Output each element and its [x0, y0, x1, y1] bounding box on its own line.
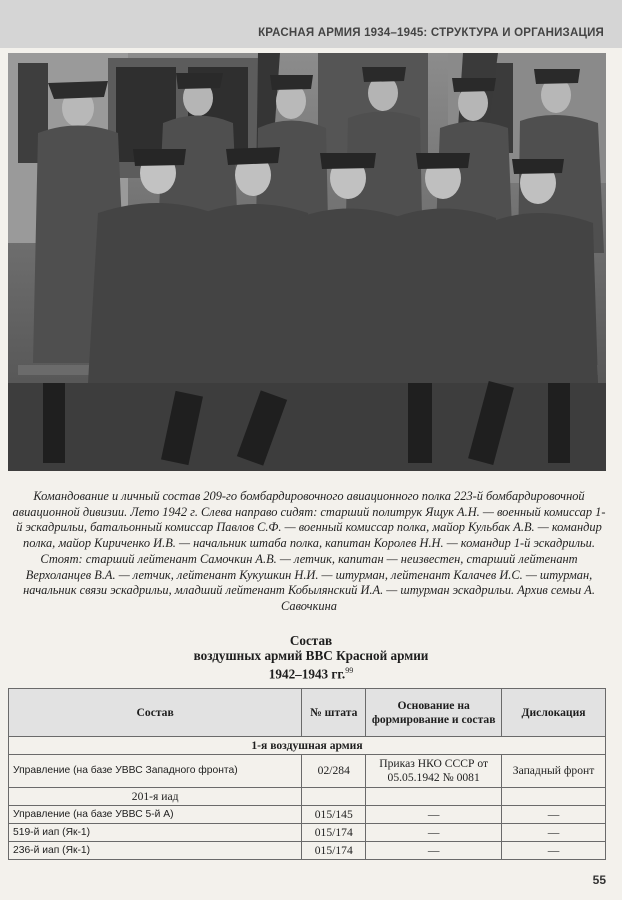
air-armies-table: [8, 688, 606, 860]
cell-staff-number: 02/284: [302, 755, 366, 788]
cell-basis: [366, 788, 502, 806]
table-title-line3: [0, 663, 622, 681]
photo-caption: Командование и личный состав 209-го бомбардировочного авиационного полка 223-й бомбардировочной авиационной дивизии. Лето 1942 г. Слева направо сидят: старший политрук Ящук А.Н. — военный комиссар 1-й эскадрильи, батальонный комиссар Павлов С.Ф. — военный комиссар полка, майор Кульбак А.В. — командир полка, майор Кириченко И.В. — начальник штаба полка, капитан Королев Н.Н. — командир 1-й эскадрильи. Стоят: старший лейтенант Самочкин А.В. — летчик, капитан — неизвестен, старший лейтенант Верхоланцев В.А. — летчик, лейтенант Кукушкин Н.И. — штурман, лейтенант Калачев И.С. — штурман, начальник связи эскадрильи, младший лейтенант Кобылянский И.А. — штурман эскадрильи. Архив семьи А. Савочкина: [12, 489, 606, 613]
header-basis: Основание на формирование и состав: [366, 689, 502, 737]
cell-location: —: [502, 824, 606, 842]
header-location: Дислокация: [502, 689, 606, 737]
cell-composition: 236-й иап (Як-1): [9, 842, 302, 860]
table-row: [9, 842, 606, 860]
cell-location: [502, 788, 606, 806]
cell-staff-number: 015/174: [302, 824, 366, 842]
cell-location: —: [502, 806, 606, 824]
footnote-marker: 99: [345, 666, 354, 675]
running-header-title: КРАСНАЯ АРМИЯ 1934–1945: СТРУКТУРА И ОРГАНИЗАЦИЯ: [258, 27, 604, 39]
cell-composition: Управление (на базе УВВС Западного фронта): [9, 755, 302, 788]
cell-basis: —: [366, 806, 502, 824]
header-staff-number: № штата: [302, 689, 366, 737]
cell-composition: Управление (на базе УВВС 5-й А): [9, 806, 302, 824]
cell-staff-number: 015/145: [302, 806, 366, 824]
table-row: [9, 755, 606, 788]
table-section-row: [9, 737, 606, 755]
cell-location: —: [502, 842, 606, 860]
cell-composition: 519-й иап (Як-1): [9, 824, 302, 842]
header-bar: [0, 0, 622, 48]
cell-location: Западный фронт: [502, 755, 606, 788]
cell-composition: 201-я иад: [9, 788, 302, 806]
table-title-line1: Состав: [289, 633, 333, 648]
table-row: [9, 788, 606, 806]
archival-photo: [8, 53, 606, 471]
table-title-line2: воздушных армий ВВС Красной армии: [193, 648, 429, 663]
table-title-years: 1942–1943 гг.: [268, 666, 346, 682]
section-label: 1-я воздушная армия: [9, 737, 606, 755]
cell-basis: —: [366, 842, 502, 860]
table-row: [9, 806, 606, 824]
cell-basis: Приказ НКО СССР от 05.05.1942 № 0081: [366, 755, 502, 788]
page-number: 55: [592, 873, 606, 887]
cell-staff-number: 015/174: [302, 842, 366, 860]
cell-staff-number: [302, 788, 366, 806]
table-row: [9, 824, 606, 842]
table-header-row: [9, 689, 606, 737]
group-portrait-photo: [8, 53, 606, 471]
cell-basis: —: [366, 824, 502, 842]
header-composition: Состав: [9, 689, 302, 737]
